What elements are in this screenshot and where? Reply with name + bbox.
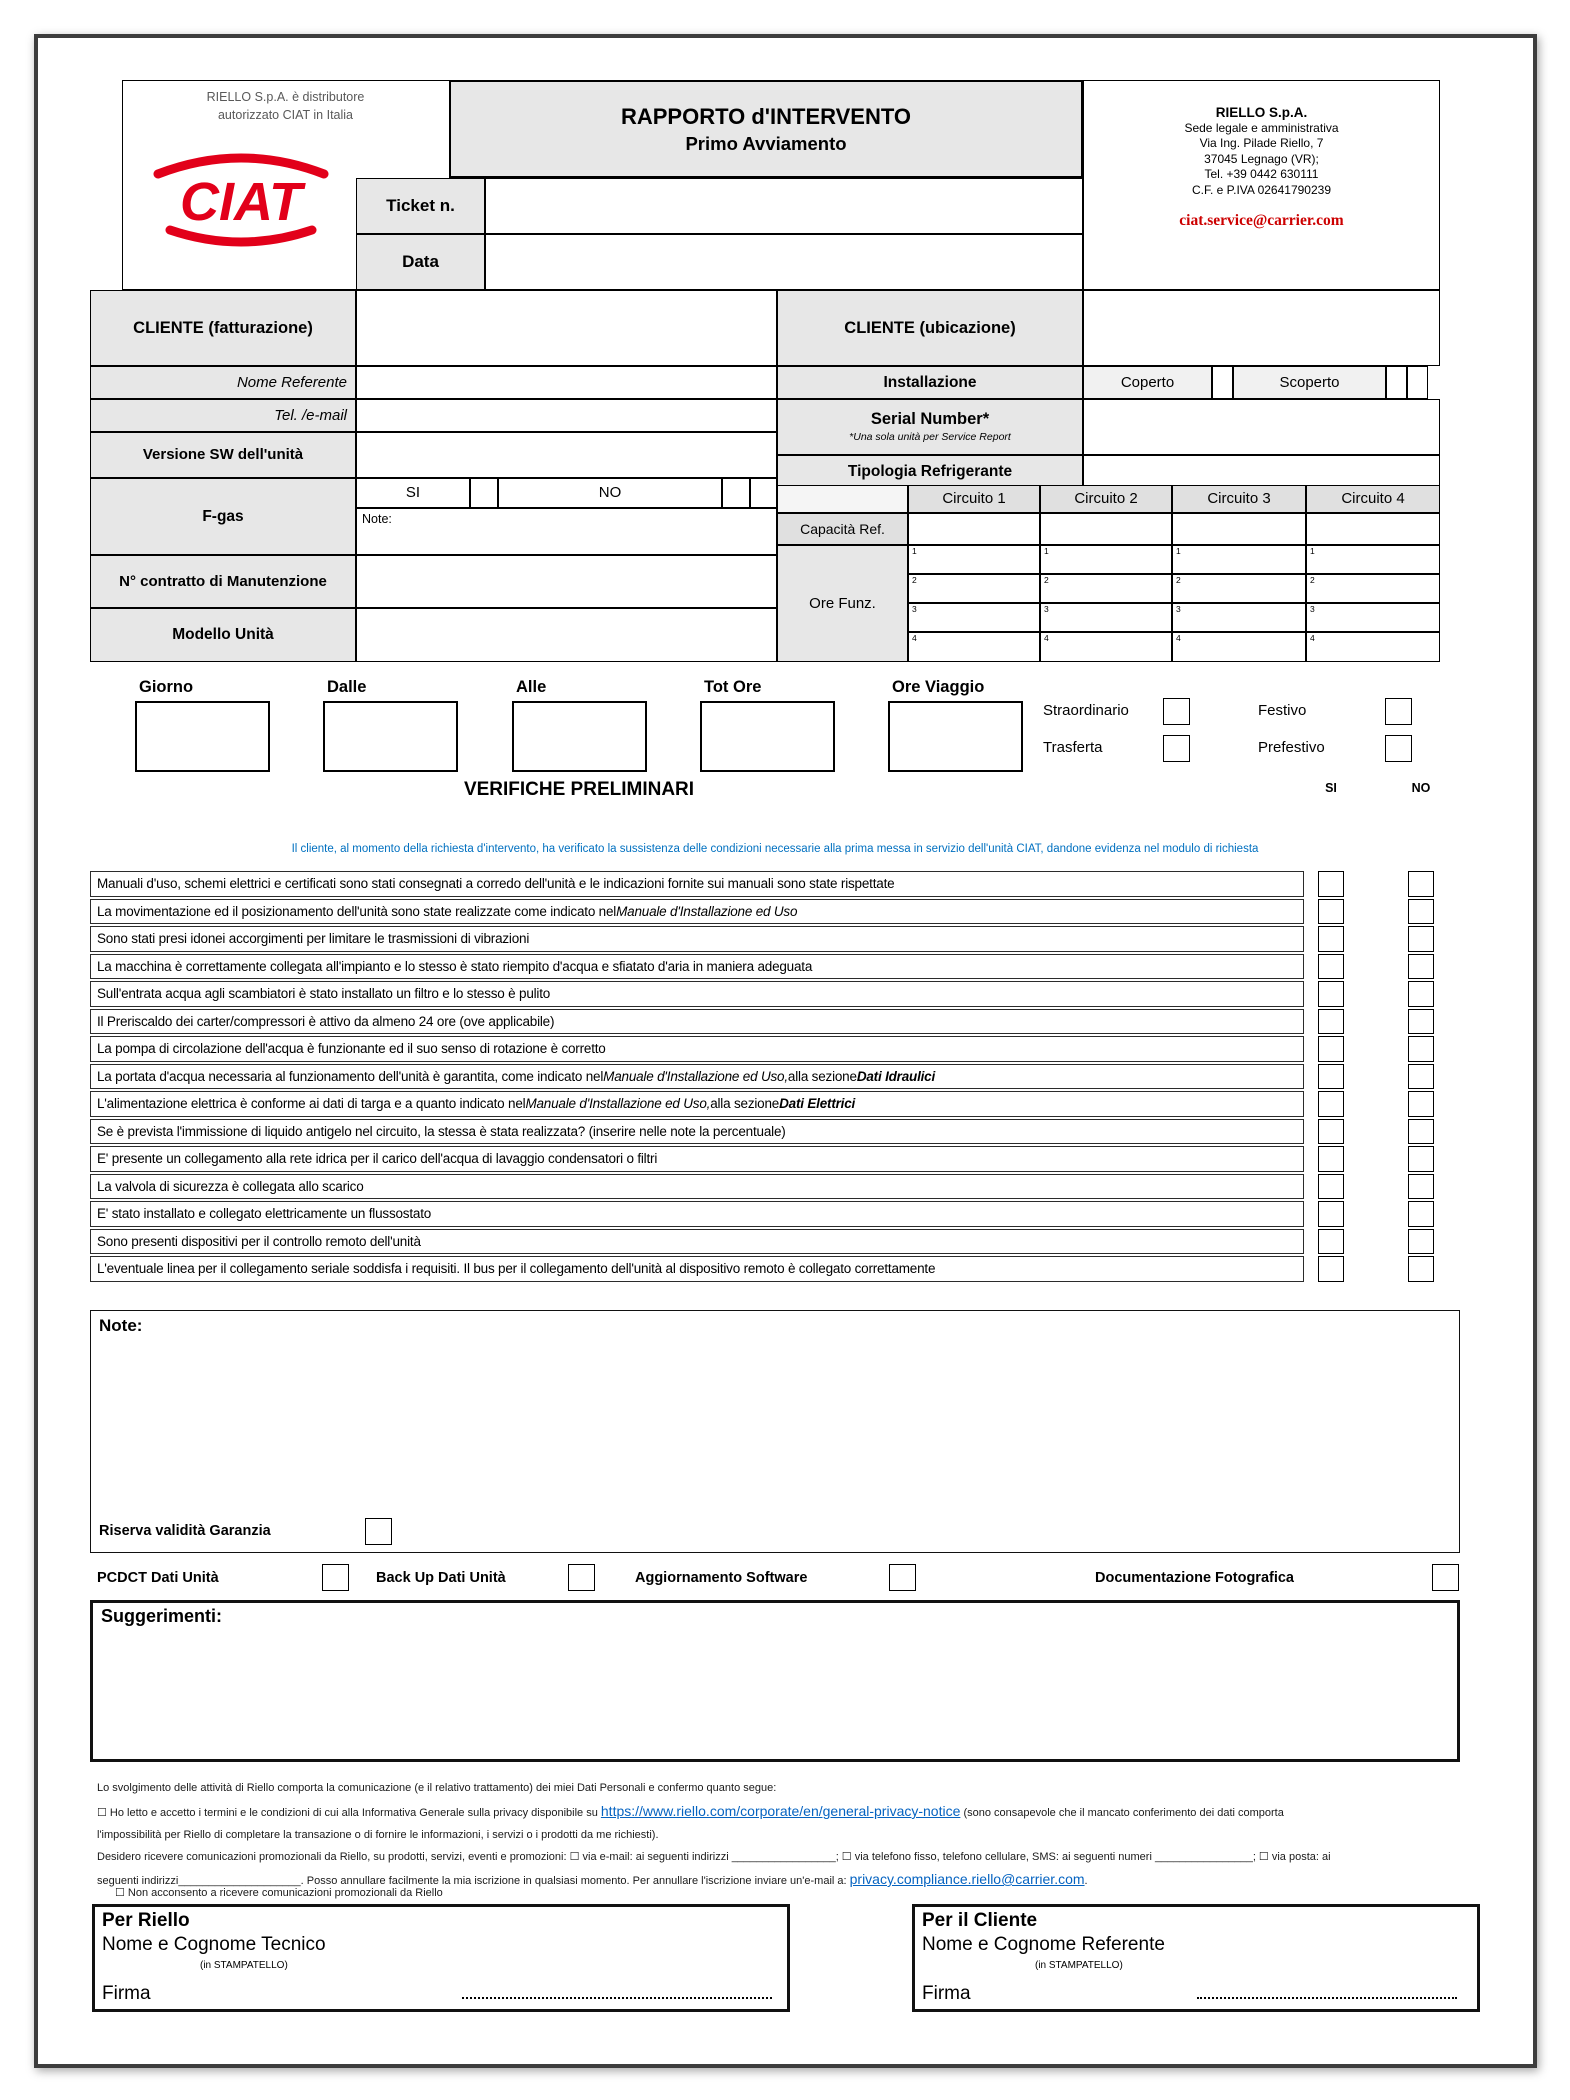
- time-field-label: Tot Ore: [704, 678, 762, 696]
- client-billing-label: CLIENTE (fatturazione): [90, 290, 356, 366]
- checklist-yes-checkbox[interactable]: [1318, 871, 1344, 897]
- checklist-no-checkbox[interactable]: [1408, 1146, 1434, 1172]
- operating-hours-input[interactable]: [1172, 574, 1306, 603]
- tel-email-label: Tel. /e-mail: [90, 399, 356, 432]
- attachment-label: Aggiornamento Software: [635, 1570, 808, 1586]
- refrigerant-type-label: Tipologia Refrigerante: [777, 455, 1083, 489]
- checklist-item: [90, 1201, 1304, 1227]
- checklist-item-text: E' presente un collegamento alla rete idrica per il carico dell'acqua di lavaggio condensatori o filtri: [97, 1151, 658, 1167]
- operating-hours-input[interactable]: [1040, 632, 1172, 662]
- fgas-note-input[interactable]: [356, 508, 777, 555]
- checklist-yes-checkbox[interactable]: [1318, 1229, 1344, 1255]
- checklist-item: [90, 1009, 1304, 1035]
- privacy-line4: Desidero ricevere comunicazioni promozionali da Riello, su prodotti, servizi, eventi e promozioni: ☐ via e-mail: ai seguenti indirizzi _________________; ☐ via telefono fisso, telefono cellulare, SMS: ai seguenti numeri ________________; ☐ via posta: ai: [97, 1851, 1331, 1863]
- checklist-item: [90, 899, 1304, 925]
- signature-riello-sign-line[interactable]: [462, 1997, 772, 1999]
- checklist-yes-checkbox[interactable]: [1318, 899, 1344, 925]
- ciat-logo-svg: [146, 138, 336, 256]
- checklist-item: [90, 954, 1304, 980]
- operating-hours-row-index: 3: [912, 604, 917, 614]
- checklist-item: [90, 871, 1304, 897]
- time-field-label: Giorno: [139, 678, 194, 696]
- operating-hours-input[interactable]: [1040, 574, 1172, 603]
- privacy-optout-checkbox-line[interactable]: ☐ Non acconsento a ricevere comunicazioni promozionali da Riello: [115, 1887, 443, 1899]
- ticket-label: Ticket n.: [356, 178, 485, 234]
- checklist-item-text: La movimentazione ed il posizionamento dell'unità sono state realizzate come indicato nel: [97, 903, 617, 919]
- checklist-yes-checkbox[interactable]: [1318, 1174, 1344, 1200]
- installation-covered-label: Coperto: [1083, 366, 1212, 399]
- ciat-logo-text: CIAT: [180, 172, 302, 232]
- operating-hours-row-index: 4: [912, 633, 917, 643]
- tel-email-input[interactable]: [356, 399, 777, 432]
- checklist-no-checkbox[interactable]: [1408, 1119, 1434, 1145]
- checklist-no-checkbox[interactable]: [1408, 1201, 1434, 1227]
- operating-hours-input[interactable]: [908, 603, 1040, 632]
- privacy-line5: [97, 1871, 1088, 1887]
- referent-name-input[interactable]: [356, 366, 777, 399]
- report-title-line1: RAPPORTO d'INTERVENTO: [620, 104, 912, 130]
- checklist-item-text: Se è prevista l'immissione di liquido antigelo nel circuito, la stessa è stata realizzata? (inserire nelle note la percentuale): [97, 1123, 786, 1139]
- checklist-no-checkbox[interactable]: [1408, 926, 1434, 952]
- serial-number-label: [777, 399, 1083, 455]
- signature-riello-sign-label: Firma: [102, 1983, 151, 2004]
- signature-client-name-label: Nome e Cognome Referente: [922, 1934, 1165, 1955]
- flag-label: Straordinario: [1043, 702, 1129, 719]
- time-field-input[interactable]: [323, 701, 458, 772]
- flag-label: Trasferta: [1043, 739, 1103, 756]
- signature-client-sign-line[interactable]: [1197, 1997, 1457, 1999]
- ciat-logo: [146, 138, 336, 256]
- checklist-no-checkbox[interactable]: [1408, 981, 1434, 1007]
- notes-box[interactable]: [90, 1310, 1460, 1553]
- signature-box-riello: [92, 1904, 790, 2012]
- company-address-line: 37045 Legnago (VR);: [1204, 151, 1319, 166]
- company-address-line: Via Ing. Pilade Riello, 7: [1199, 136, 1324, 151]
- operating-hours-input[interactable]: [1172, 632, 1306, 662]
- checklist-item-text: La pompa di circolazione dell'acqua è funzionante ed il suo senso di rotazione è corretto: [97, 1041, 606, 1057]
- warranty-reserve-checkbox[interactable]: [365, 1518, 392, 1545]
- refrigerant-capacity-input[interactable]: [908, 513, 1040, 545]
- operating-hours-row-index: 2: [1176, 575, 1181, 585]
- checklist-item-text: Manuali d'uso, schemi elettrici e certificati sono stati consegnati a corredo dell'unità e le indicazioni fornite sui manuali sono state rispettate: [97, 876, 895, 892]
- operating-hours-input[interactable]: [908, 632, 1040, 662]
- signature-box-client: [912, 1904, 1480, 2012]
- privacy-line2: [97, 1803, 1284, 1819]
- serial-number-input[interactable]: [1083, 399, 1440, 455]
- checklist-item-text: Sono stati presi idonei accorgimenti per limitare le trasmissioni di vibrazioni: [97, 931, 530, 947]
- fgas-note-label: Note:: [362, 512, 392, 526]
- maintenance-contract-input[interactable]: [356, 555, 777, 608]
- sw-version-label: Versione SW dell'unità: [90, 432, 356, 478]
- fgas-no-checkbox[interactable]: [722, 478, 750, 508]
- time-field-input[interactable]: [512, 701, 647, 772]
- operating-hours-row-index: 3: [1044, 604, 1049, 614]
- privacy-line2-post: (sono consapevole che il mancato conferimento dei dati comporta: [960, 1807, 1284, 1819]
- time-field-input[interactable]: [700, 701, 835, 772]
- distributor-note: [122, 88, 449, 124]
- operating-hours-input[interactable]: [908, 545, 1040, 574]
- privacy-email-link[interactable]: privacy.compliance.riello@carrier.com: [849, 1871, 1085, 1887]
- installation-covered-checkbox[interactable]: [1212, 366, 1233, 399]
- refrigerant-capacity-input[interactable]: [1306, 513, 1440, 545]
- privacy-policy-link[interactable]: https://www.riello.com/corporate/en/general-privacy-notice: [600, 1803, 961, 1819]
- checklist-item: [90, 1064, 1304, 1090]
- distributor-note-line2: autorizzato CIAT in Italia: [217, 108, 354, 123]
- checklist-yes-checkbox[interactable]: [1318, 1064, 1344, 1090]
- operating-hours-input[interactable]: [1172, 603, 1306, 632]
- attachment-checkbox[interactable]: [889, 1564, 916, 1591]
- checklist-item-text: La portata d'acqua necessaria al funzionamento dell'unità è garantita, come indicato nel: [97, 1068, 604, 1084]
- warranty-reserve-label: Riserva validità Garanzia: [99, 1523, 271, 1539]
- checklist-item: [90, 981, 1304, 1007]
- checklist-no-checkbox[interactable]: [1408, 1036, 1434, 1062]
- company-info-box: [1083, 80, 1440, 290]
- checklist-item: [90, 926, 1304, 952]
- company-address-line: Tel. +39 0442 630111: [1204, 167, 1319, 182]
- operating-hours-row-index: 4: [1310, 633, 1315, 643]
- refrigerant-capacity-label: Capacità Ref.: [777, 513, 908, 545]
- fgas-extra-checkbox[interactable]: [750, 478, 777, 508]
- installation-uncovered-checkbox[interactable]: [1386, 366, 1407, 399]
- installation-extra-checkbox[interactable]: [1407, 366, 1428, 399]
- flag-checkbox-prefestivo[interactable]: [1385, 735, 1412, 762]
- checklist-yes-checkbox[interactable]: [1318, 1091, 1344, 1117]
- checklist-no-checkbox[interactable]: [1408, 1091, 1434, 1117]
- operating-hours-row-index: 3: [1176, 604, 1181, 614]
- checklist-no-checkbox[interactable]: [1408, 1229, 1434, 1255]
- signature-client-sign-label: Firma: [922, 1983, 971, 2004]
- checklist-item: [90, 1174, 1304, 1200]
- signature-client-title: Per il Cliente: [922, 1910, 1038, 1931]
- attachment-checkbox[interactable]: [568, 1564, 595, 1591]
- serial-number-note: *Una sola unità per Service Report: [849, 431, 1011, 444]
- flag-label: Prefestivo: [1258, 739, 1325, 756]
- attachment-checkbox[interactable]: [322, 1564, 349, 1591]
- checklist-item-text: Dati Elettrici: [779, 1096, 856, 1112]
- checklist-yes-checkbox[interactable]: [1318, 981, 1344, 1007]
- operating-hours-label: Ore Funz.: [777, 545, 908, 662]
- checklist-yes-checkbox[interactable]: [1318, 926, 1344, 952]
- serial-number-title: Serial Number*: [870, 410, 990, 429]
- checklist-no-checkbox[interactable]: [1408, 899, 1434, 925]
- client-location-label: CLIENTE (ubicazione): [777, 290, 1083, 366]
- operating-hours-input[interactable]: [1172, 545, 1306, 574]
- checklist-item-text: alla sezione: [787, 1068, 857, 1084]
- checklist-no-checkbox[interactable]: [1408, 1009, 1434, 1035]
- unit-model-input[interactable]: [356, 608, 777, 662]
- refrigerant-capacity-input[interactable]: [1172, 513, 1306, 545]
- company-address-line: Sede legale e amministrativa: [1184, 120, 1339, 135]
- checklist-no-checkbox[interactable]: [1408, 1174, 1434, 1200]
- checklist-item-text: La macchina è correttamente collegata all'impianto e lo stesso è stato riempito d'acqua e sfiatato d'aria in maniera adeguata: [97, 958, 813, 974]
- privacy-line1: Lo svolgimento delle attività di Riello comporta la comunicazione (e il relativo trattamento) dei miei Dati Personali e confermo quanto segue:: [97, 1782, 777, 1794]
- fgas-yes-checkbox[interactable]: [470, 478, 498, 508]
- circuits-corner-cell: [777, 485, 908, 513]
- signature-client-caps-note: (in STAMPATELLO): [1035, 1960, 1123, 1971]
- checklist-yes-header: SI: [1325, 781, 1337, 795]
- time-field-label: Dalle: [327, 678, 367, 696]
- client-billing-input[interactable]: [356, 290, 777, 366]
- checklist-item-text: La valvola di sicurezza è collegata allo scarico: [97, 1178, 364, 1194]
- fgas-no-label: NO: [498, 478, 722, 508]
- attachment-checkbox[interactable]: [1432, 1564, 1459, 1591]
- operating-hours-row-index: 1: [1044, 546, 1049, 556]
- maintenance-contract-label: N° contratto di Manutenzione: [90, 555, 356, 608]
- installation-label: Installazione: [777, 366, 1083, 399]
- unit-model-label: Modello Unità: [90, 608, 356, 662]
- checklist-item-text: Manuale d'Installazione ed Uso,: [603, 1068, 788, 1084]
- fgas-label: F-gas: [90, 478, 356, 555]
- checklist-title: VERIFICHE PRELIMINARI: [463, 779, 695, 800]
- checklist-item: [90, 1119, 1304, 1145]
- sw-version-input[interactable]: [356, 432, 777, 478]
- checklist-yes-checkbox[interactable]: [1318, 1119, 1344, 1145]
- operating-hours-input[interactable]: [1306, 632, 1440, 662]
- checklist-item-text: L'alimentazione elettrica è conforme ai dati di targa e a quanto indicato nel: [97, 1096, 526, 1112]
- attachment-label: Back Up Dati Unità: [376, 1570, 506, 1586]
- checklist-item: [90, 1036, 1304, 1062]
- checklist-yes-checkbox[interactable]: [1318, 1146, 1344, 1172]
- checklist-item-text: Sono presenti dispositivi per il controllo remoto dell'unità: [97, 1233, 421, 1249]
- privacy-line2-pre: ☐ Ho letto e accetto i termini e le condizioni di cui alla Informativa Generale sulla privacy disponibile su: [97, 1807, 601, 1819]
- suggestions-box[interactable]: [90, 1600, 1460, 1762]
- signature-riello-caps-note: (in STAMPATELLO): [200, 1960, 288, 1971]
- report-title-line2: Primo Avviamento: [685, 132, 847, 154]
- checklist-item: [90, 1229, 1304, 1255]
- checklist-item-text: E' stato installato e collegato elettricamente un flussostato: [97, 1206, 432, 1222]
- checklist-yes-checkbox[interactable]: [1318, 1201, 1344, 1227]
- installation-uncovered-label: Scoperto: [1233, 366, 1386, 399]
- checklist-item: [90, 1091, 1304, 1117]
- checklist-item-text: Manuale d'Installazione ed Uso,: [525, 1096, 711, 1112]
- checklist-yes-checkbox[interactable]: [1318, 1036, 1344, 1062]
- operating-hours-row-index: 4: [1044, 633, 1049, 643]
- fgas-yes-label: SI: [356, 478, 470, 508]
- date-label: Data: [356, 234, 485, 290]
- suggestions-label: Suggerimenti:: [101, 1606, 223, 1626]
- checklist-item-text: L'eventuale linea per il collegamento seriale soddisfa i requisiti. Il bus per il collegamento dell'unità al dispositivo remoto è collegato correttamente: [97, 1261, 936, 1277]
- operating-hours-row-index: 2: [1310, 575, 1315, 585]
- privacy-line5-post: .: [1084, 1875, 1088, 1887]
- signature-riello-name-label: Nome e Cognome Tecnico: [102, 1934, 326, 1955]
- time-field-input[interactable]: [135, 701, 270, 772]
- date-input[interactable]: [485, 234, 1083, 290]
- operating-hours-input[interactable]: [1306, 603, 1440, 632]
- flag-checkbox-trasferta[interactable]: [1163, 735, 1190, 762]
- report-title-box: [449, 80, 1083, 178]
- company-address: [1184, 121, 1338, 199]
- ticket-input[interactable]: [485, 178, 1083, 234]
- time-field-label: Alle: [516, 678, 547, 696]
- checklist-no-header: NO: [1411, 781, 1431, 795]
- checklist-item-text: Dati Idraulici: [856, 1068, 936, 1084]
- distributor-note-line1: RIELLO S.p.A. è distributore: [206, 90, 365, 104]
- signature-riello-title: Per Riello: [102, 1910, 190, 1931]
- checklist-item-text: Manuale d'Installazione ed Uso: [616, 903, 798, 919]
- company-email: ciat.service@carrier.com: [1179, 212, 1344, 230]
- operating-hours-row-index: 1: [1310, 546, 1315, 556]
- checklist-no-checkbox[interactable]: [1408, 1256, 1434, 1282]
- time-field-label: Ore Viaggio: [892, 678, 985, 696]
- checklist-no-checkbox[interactable]: [1408, 954, 1434, 980]
- attachment-label: Documentazione Fotografica: [1095, 1570, 1294, 1586]
- circuit-column-header: Circuito 1: [908, 485, 1040, 513]
- circuit-column-header: Circuito 2: [1040, 485, 1172, 513]
- operating-hours-row-index: 2: [912, 575, 917, 585]
- operating-hours-row-index: 1: [912, 546, 917, 556]
- operating-hours-row-index: 1: [1176, 546, 1181, 556]
- checklist-intro: Il cliente, al momento della richiesta d'intervento, ha verificato la sussistenza delle condizioni necessarie alla prima messa in servizio dell'unità CIAT, dandone evidenza nel modulo di richiesta: [291, 843, 1259, 855]
- referent-name-label: Nome Referente: [90, 366, 356, 399]
- privacy-line5-pre: seguenti indirizzi____________________. Posso annullare facilmente la mia iscrizione in qualsiasi momento. Per annullare l'iscrizione inviare un'e-mail a:: [97, 1875, 850, 1887]
- operating-hours-row-index: 4: [1176, 633, 1181, 643]
- flag-checkbox-festivo[interactable]: [1385, 698, 1412, 725]
- checklist-item: [90, 1256, 1304, 1282]
- client-location-input[interactable]: [1083, 290, 1440, 366]
- flag-label: Festivo: [1258, 702, 1307, 719]
- operating-hours-input[interactable]: [908, 574, 1040, 603]
- operating-hours-row-index: 2: [1044, 575, 1049, 585]
- privacy-line3: l'impossibilità per Riello di completare la transazione o di fornire le informazioni, i servizi o i prodotti da me richiesti).: [97, 1829, 659, 1841]
- notes-label: Note:: [99, 1316, 143, 1335]
- refrigerant-type-input[interactable]: [1083, 455, 1440, 489]
- attachment-label: PCDCT Dati Unità: [97, 1570, 219, 1586]
- checklist-item-text: alla sezione: [710, 1096, 780, 1112]
- checklist-item: [90, 1146, 1304, 1172]
- operating-hours-input[interactable]: [1040, 603, 1172, 632]
- company-name: RIELLO S.p.A.: [1215, 105, 1308, 120]
- checklist-no-checkbox[interactable]: [1408, 871, 1434, 897]
- circuit-column-header: Circuito 3: [1172, 485, 1306, 513]
- checklist-yes-checkbox[interactable]: [1318, 954, 1344, 980]
- checklist-yes-checkbox[interactable]: [1318, 1009, 1344, 1035]
- circuit-column-header: Circuito 4: [1306, 485, 1440, 513]
- flag-checkbox-straordinario[interactable]: [1163, 698, 1190, 725]
- time-field-input[interactable]: [888, 701, 1023, 772]
- checklist-yes-checkbox[interactable]: [1318, 1256, 1344, 1282]
- checklist-no-checkbox[interactable]: [1408, 1064, 1434, 1090]
- operating-hours-input[interactable]: [1306, 545, 1440, 574]
- refrigerant-capacity-input[interactable]: [1040, 513, 1172, 545]
- checklist-item-text: Sull'entrata acqua agli scambiatori è stato installato un filtro e lo stesso è pulito: [97, 986, 551, 1002]
- operating-hours-row-index: 3: [1310, 604, 1315, 614]
- operating-hours-input[interactable]: [1306, 574, 1440, 603]
- checklist-item-text: Il Preriscaldo dei carter/compressori è attivo da almeno 24 ore (ove applicabile): [97, 1013, 555, 1029]
- company-address-line: C.F. e P.IVA 02641790239: [1191, 182, 1331, 197]
- operating-hours-input[interactable]: [1040, 545, 1172, 574]
